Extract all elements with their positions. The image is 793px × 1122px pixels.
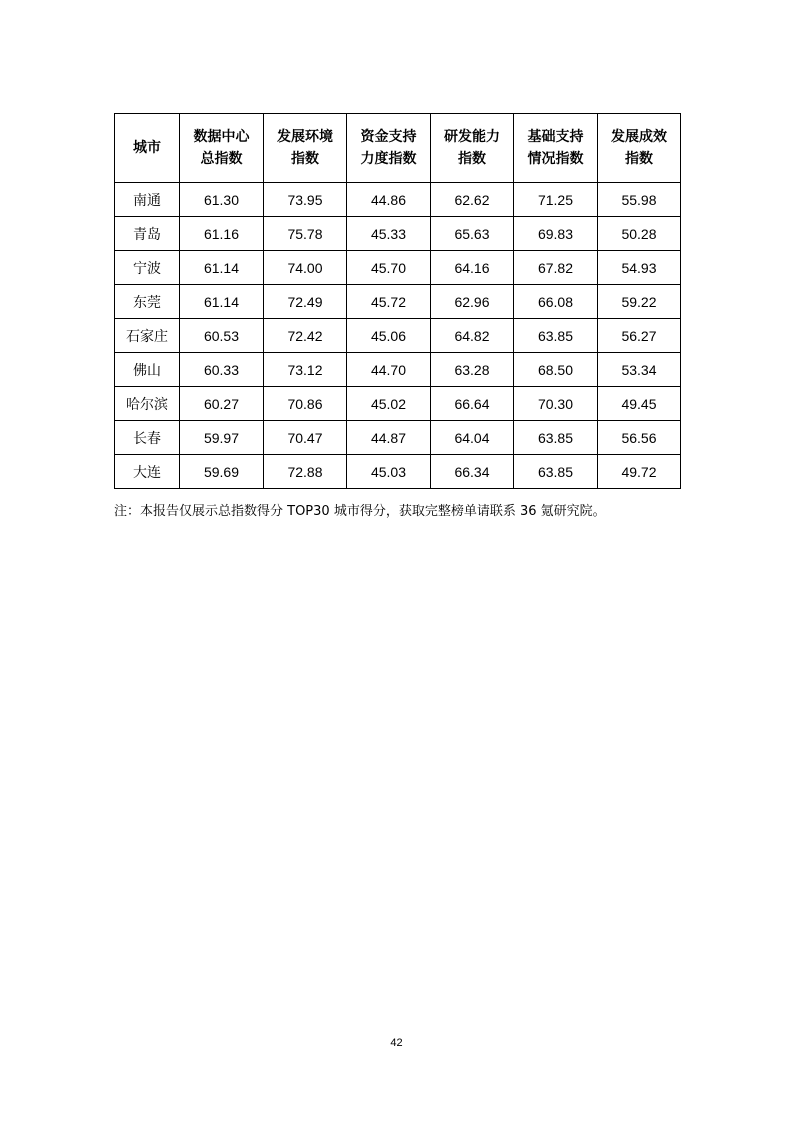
table-row: [115, 251, 681, 285]
table-row: [115, 183, 681, 217]
column-header-line: 总指数: [200, 151, 243, 167]
value-cell: 61.30: [180, 183, 264, 217]
column-header-line: 情况指数: [527, 151, 584, 167]
value-cell: 45.70: [347, 251, 431, 285]
value-cell: 67.82: [514, 251, 598, 285]
value-cell: 45.02: [347, 387, 431, 421]
table-row: [115, 217, 681, 251]
value-cell: 59.97: [180, 421, 264, 455]
column-header-line: 指数: [291, 151, 319, 167]
column-header-line: 研发能力: [444, 129, 500, 145]
table-footnote: 注：本报告仅展示总指数得分 TOP30 城市得分，获取完整榜单请联系 36 氪研究院。: [114, 504, 606, 519]
value-cell: 61.14: [180, 285, 264, 319]
value-cell: 64.82: [431, 319, 514, 353]
table-row: [115, 319, 681, 353]
table-row: [115, 421, 681, 455]
value-cell: 62.62: [431, 183, 514, 217]
value-cell: 45.03: [347, 455, 431, 489]
column-header-line: 力度指数: [360, 151, 417, 167]
value-cell: 69.83: [514, 217, 598, 251]
city-cell: 佛山: [115, 353, 180, 387]
value-cell: 73.12: [264, 353, 347, 387]
city-cell: 长春: [115, 421, 180, 455]
page-number: 42: [390, 1037, 403, 1049]
value-cell: 66.64: [431, 387, 514, 421]
value-cell: 66.08: [514, 285, 598, 319]
city-cell: 宁波: [115, 251, 180, 285]
value-cell: 64.04: [431, 421, 514, 455]
value-cell: 49.45: [598, 387, 681, 421]
value-cell: 66.34: [431, 455, 514, 489]
table-row: [115, 387, 681, 421]
value-cell: 61.16: [180, 217, 264, 251]
column-header-line: 指数: [625, 151, 653, 167]
column-header: [514, 114, 598, 183]
value-cell: 53.34: [598, 353, 681, 387]
city-cell: 东莞: [115, 285, 180, 319]
value-cell: 45.33: [347, 217, 431, 251]
value-cell: 75.78: [264, 217, 347, 251]
table-header: [115, 114, 681, 183]
value-cell: 65.63: [431, 217, 514, 251]
value-cell: 63.85: [514, 455, 598, 489]
table-row: [115, 353, 681, 387]
column-header-line: 发展成效: [611, 129, 667, 145]
city-cell: 大连: [115, 455, 180, 489]
column-header: [347, 114, 431, 183]
column-header-line: 指数: [458, 151, 486, 167]
value-cell: 70.30: [514, 387, 598, 421]
column-header-line: 基础支持: [527, 129, 584, 145]
value-cell: 45.06: [347, 319, 431, 353]
value-cell: 72.42: [264, 319, 347, 353]
value-cell: 60.33: [180, 353, 264, 387]
value-cell: 74.00: [264, 251, 347, 285]
column-header-line: 发展环境: [277, 129, 333, 145]
value-cell: 72.49: [264, 285, 347, 319]
value-cell: 44.70: [347, 353, 431, 387]
value-cell: 63.28: [431, 353, 514, 387]
city-cell: 哈尔滨: [115, 387, 180, 421]
city-cell: 青岛: [115, 217, 180, 251]
value-cell: 62.96: [431, 285, 514, 319]
column-header: [431, 114, 514, 183]
value-cell: 71.25: [514, 183, 598, 217]
table-header-row: [115, 114, 681, 183]
value-cell: 60.53: [180, 319, 264, 353]
value-cell: 60.27: [180, 387, 264, 421]
column-header: [598, 114, 681, 183]
value-cell: 72.88: [264, 455, 347, 489]
value-cell: 70.86: [264, 387, 347, 421]
value-cell: 61.14: [180, 251, 264, 285]
table-row: [115, 285, 681, 319]
value-cell: 56.56: [598, 421, 681, 455]
column-header: [264, 114, 347, 183]
value-cell: 56.27: [598, 319, 681, 353]
column-header: [180, 114, 264, 183]
value-cell: 73.95: [264, 183, 347, 217]
value-cell: 55.98: [598, 183, 681, 217]
value-cell: 64.16: [431, 251, 514, 285]
column-header-line: 城市: [133, 140, 161, 156]
value-cell: 70.47: [264, 421, 347, 455]
value-cell: 49.72: [598, 455, 681, 489]
value-cell: 44.87: [347, 421, 431, 455]
value-cell: 54.93: [598, 251, 681, 285]
column-header: [115, 114, 180, 183]
table-row: [115, 455, 681, 489]
value-cell: 59.69: [180, 455, 264, 489]
city-cell: 南通: [115, 183, 180, 217]
city-index-table: [114, 113, 681, 489]
value-cell: 59.22: [598, 285, 681, 319]
city-cell: 石家庄: [115, 319, 180, 353]
value-cell: 50.28: [598, 217, 681, 251]
value-cell: 45.72: [347, 285, 431, 319]
value-cell: 63.85: [514, 319, 598, 353]
table-body: [115, 183, 681, 489]
column-header-line: 数据中心: [193, 129, 250, 145]
value-cell: 63.85: [514, 421, 598, 455]
value-cell: 68.50: [514, 353, 598, 387]
column-header-line: 资金支持: [360, 129, 417, 145]
value-cell: 44.86: [347, 183, 431, 217]
